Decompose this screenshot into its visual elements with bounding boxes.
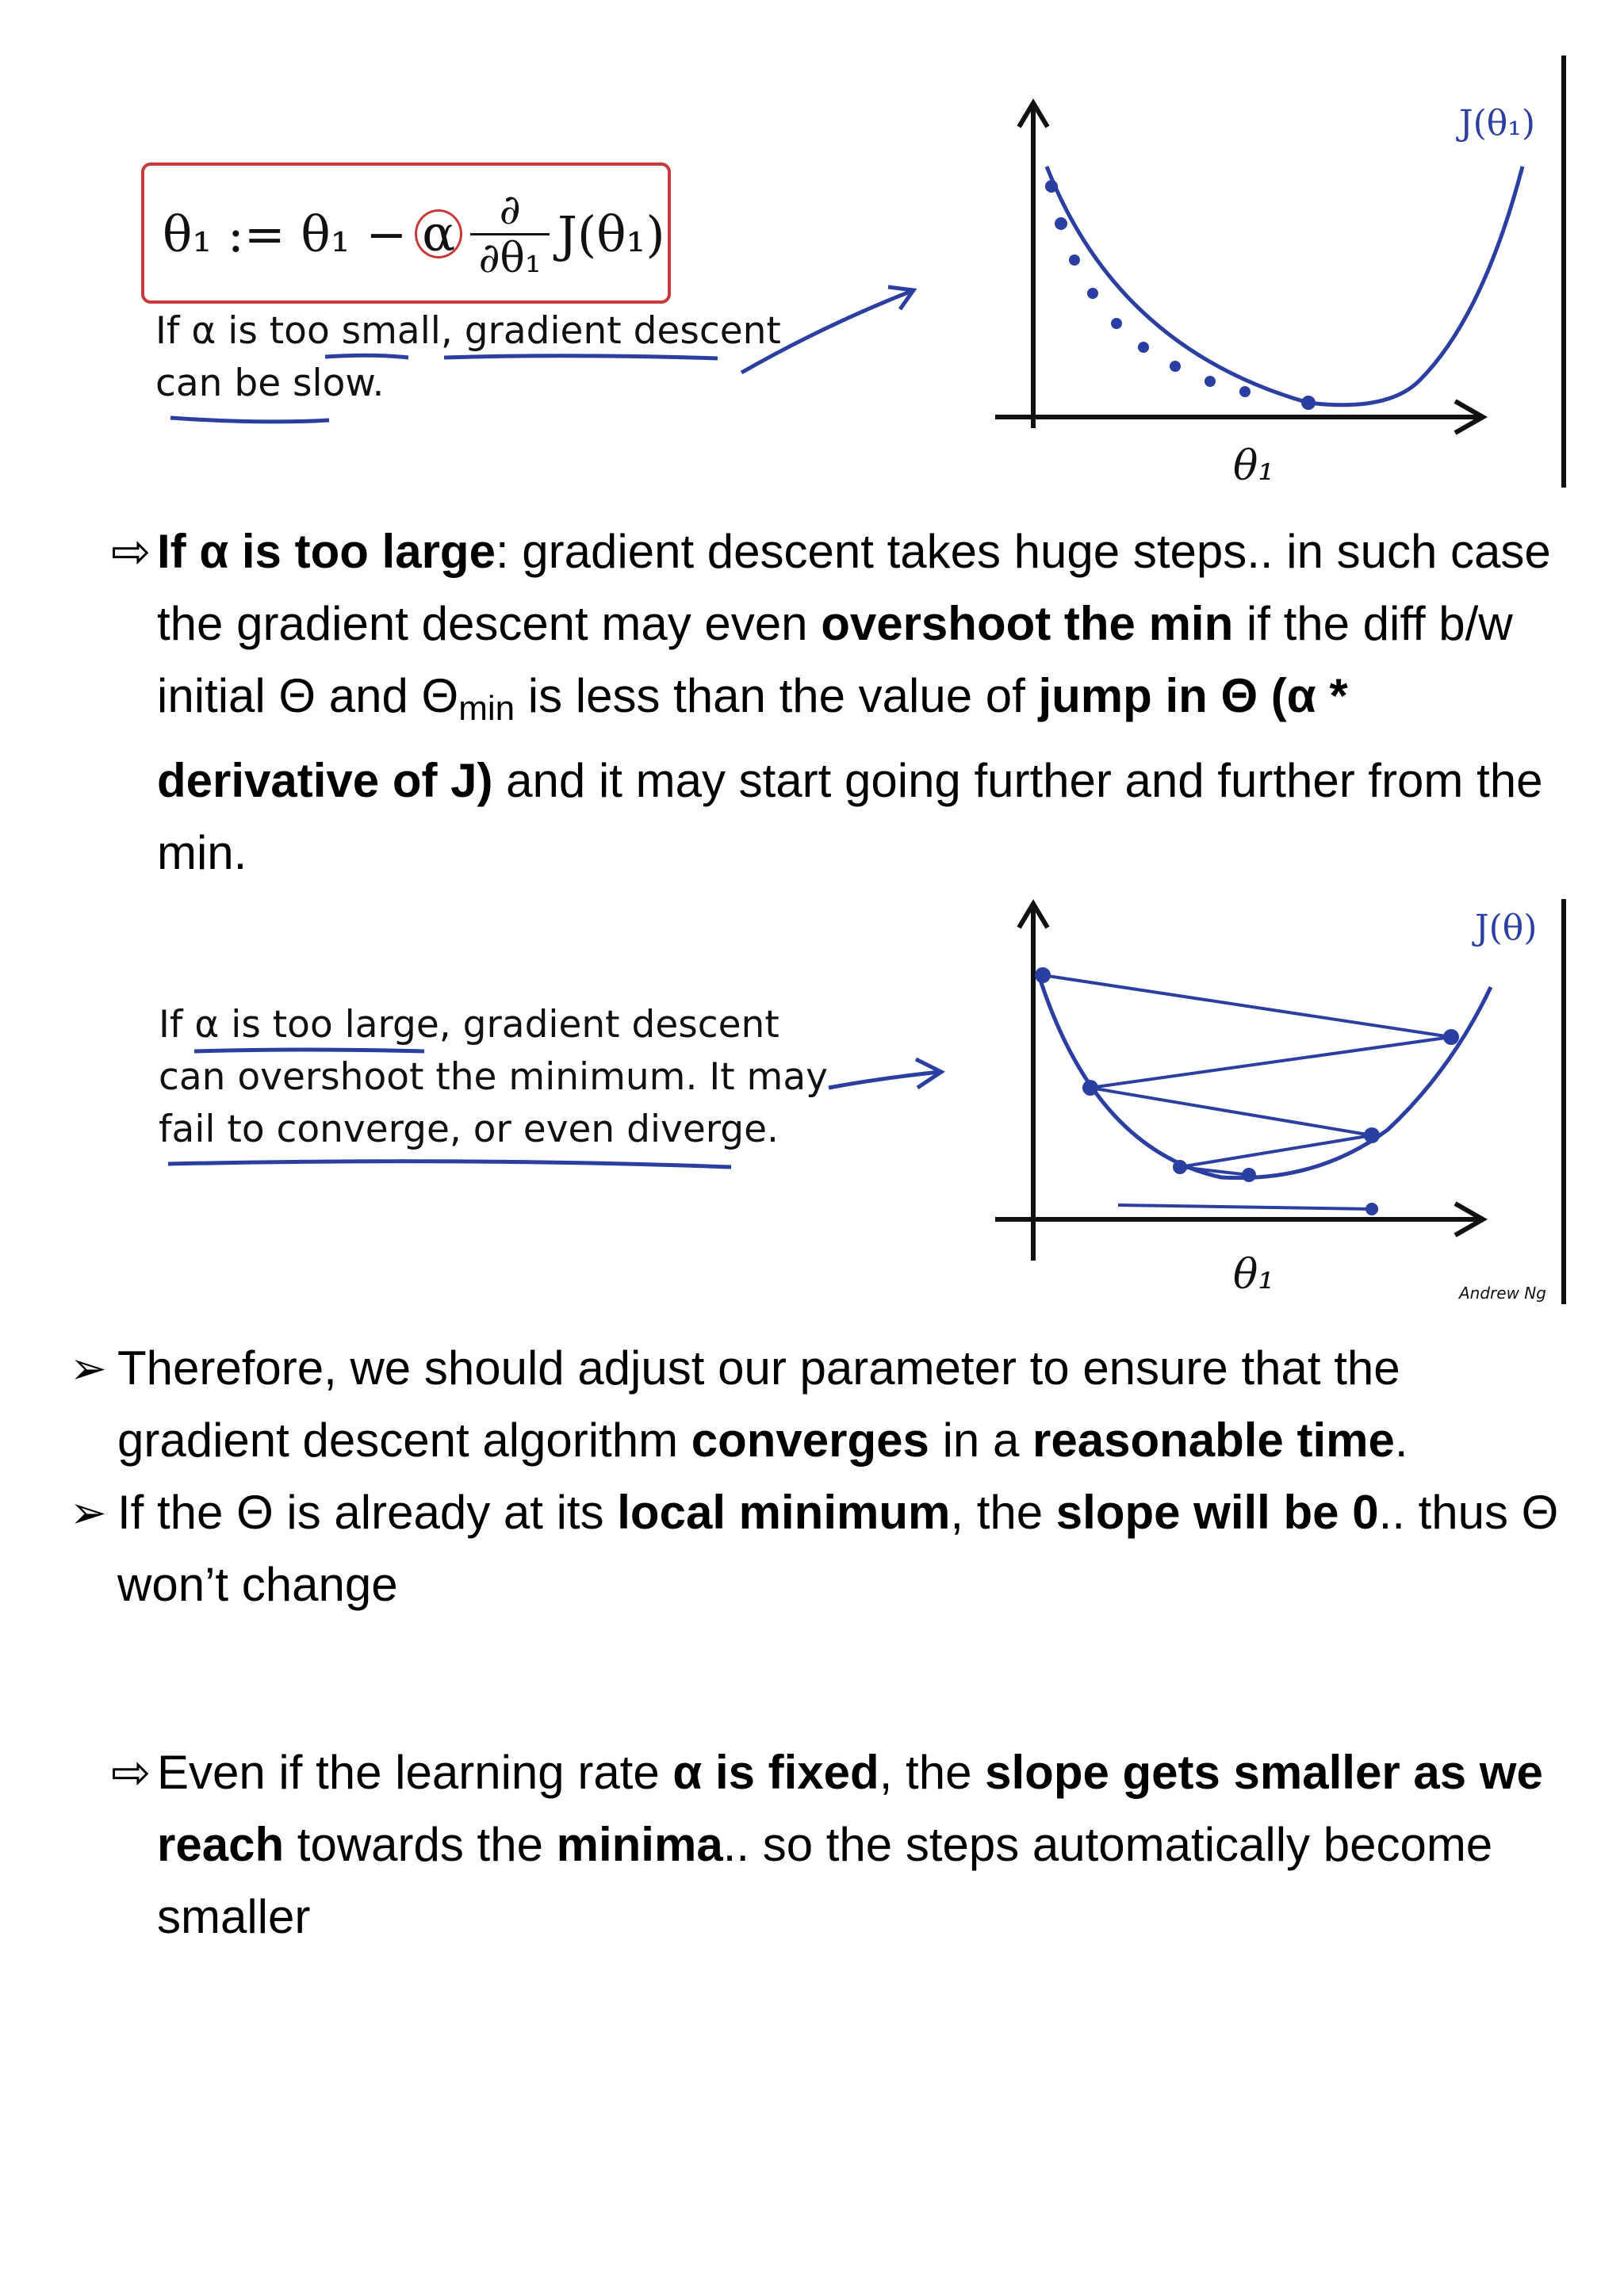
text-segment: Even if the learning rate: [157, 1746, 673, 1799]
text-segment: .. thus Θ won’t change: [117, 1486, 1559, 1611]
y-axis-label: J(θ): [1475, 908, 1538, 948]
small-steps: [1045, 180, 1316, 410]
bold-text: minima: [556, 1818, 723, 1871]
bold-text: converges: [691, 1414, 929, 1467]
formula-alpha: α: [415, 209, 462, 258]
text-segment: If the Θ is already at its: [117, 1486, 618, 1539]
bold-text: local minimum: [617, 1486, 951, 1539]
cost-curve: [1047, 166, 1522, 405]
caption-line: can be slow.: [155, 362, 385, 405]
bold-text: slope gets smaller as we reach: [157, 1746, 1543, 1871]
large-alpha-graph: [975, 888, 1602, 1316]
text-segment: .. so the steps automatically become smaller: [157, 1818, 1493, 1943]
handwritten-annotations-2: [0, 888, 967, 1316]
triangle-bullet-icon: ➢: [70, 1487, 107, 1537]
caption-line: fail to converge, or even diverge.: [159, 1108, 779, 1151]
text-segment: if the diff b/w initial Θ and Θ: [157, 597, 1513, 722]
y-axis-label: J(θ₁): [1459, 103, 1536, 144]
hollow-arrow-icon: ⇨: [111, 1746, 151, 1799]
bold-text: If α is too large: [157, 525, 496, 578]
x-axis-label: θ₁: [1233, 1251, 1275, 1299]
bold-text: overshoot the min: [821, 597, 1234, 650]
bullet-item: [70, 1476, 1561, 1621]
text-segment: is less than the value of: [515, 669, 1039, 722]
slide-2: [0, 888, 1624, 1316]
text-segment: .: [1394, 1414, 1408, 1467]
divergence-arrow: [1118, 1205, 1372, 1209]
underline-fail-to-converge: [168, 1161, 731, 1167]
hollow-arrow-icon: ⇨: [111, 525, 151, 578]
formula-rhs: J(θ₁): [557, 205, 665, 263]
triangle-bullet-icon: ➢: [70, 1343, 107, 1393]
bold-text: slope will be 0: [1055, 1486, 1379, 1539]
divergence-point: [1365, 1203, 1378, 1215]
text-segment: , the: [879, 1746, 986, 1799]
paragraph-alpha-too-large: [111, 515, 1554, 889]
step-points: [1035, 967, 1459, 1182]
text-segment: , the: [950, 1486, 1056, 1539]
bold-text: reasonable time: [1032, 1414, 1395, 1467]
fraction-denominator: ∂θ₁: [478, 234, 542, 282]
slide-1: [0, 0, 1624, 507]
overshooting-steps: [1043, 975, 1451, 1175]
text-segment: in a: [929, 1414, 1032, 1467]
text-segment: towards the: [284, 1818, 557, 1871]
handwritten-annotations: [0, 0, 952, 507]
text-segment: : gradient descent takes huge steps.. in such case the gradient descent may even: [157, 525, 1551, 650]
text-segment: and it may start going further and further from the min.: [157, 754, 1543, 879]
underline-too-large: [194, 1050, 424, 1051]
subscript-min: min: [458, 689, 515, 728]
bold-text: jump in Θ (α * derivative of J): [157, 669, 1348, 807]
small-alpha-graph: [975, 48, 1586, 507]
bold-text: α is fixed: [672, 1746, 879, 1799]
cost-curve: [1039, 975, 1491, 1178]
bullet-item: [70, 1332, 1561, 1476]
underline-gradient-descent: [444, 356, 718, 358]
arrow-to-graph-1: [741, 291, 912, 373]
underline-small: [325, 355, 408, 358]
fraction-numerator: ∂: [499, 186, 521, 234]
formula-lhs: θ₁ := θ₁ −: [163, 205, 408, 263]
caption-line: If α is too small, gradient descent: [155, 309, 781, 353]
caption-line: can overshoot the minimum. It may: [159, 1055, 828, 1099]
paragraph-body: [111, 1736, 1578, 1953]
paragraph-body: [111, 515, 1554, 889]
x-axis-label: θ₁: [1233, 442, 1275, 490]
credit-label: Andrew Ng: [1459, 1284, 1546, 1303]
caption-line: If α is too large, gradient descent: [159, 1003, 779, 1047]
bullet-list: [70, 1332, 1561, 1621]
paragraph-fixed-learning-rate: [111, 1736, 1578, 1953]
underline-can-be-slow: [170, 418, 329, 422]
text-segment: Therefore, we should adjust our parameter to ensure that the gradient descent algorithm: [117, 1341, 1400, 1467]
